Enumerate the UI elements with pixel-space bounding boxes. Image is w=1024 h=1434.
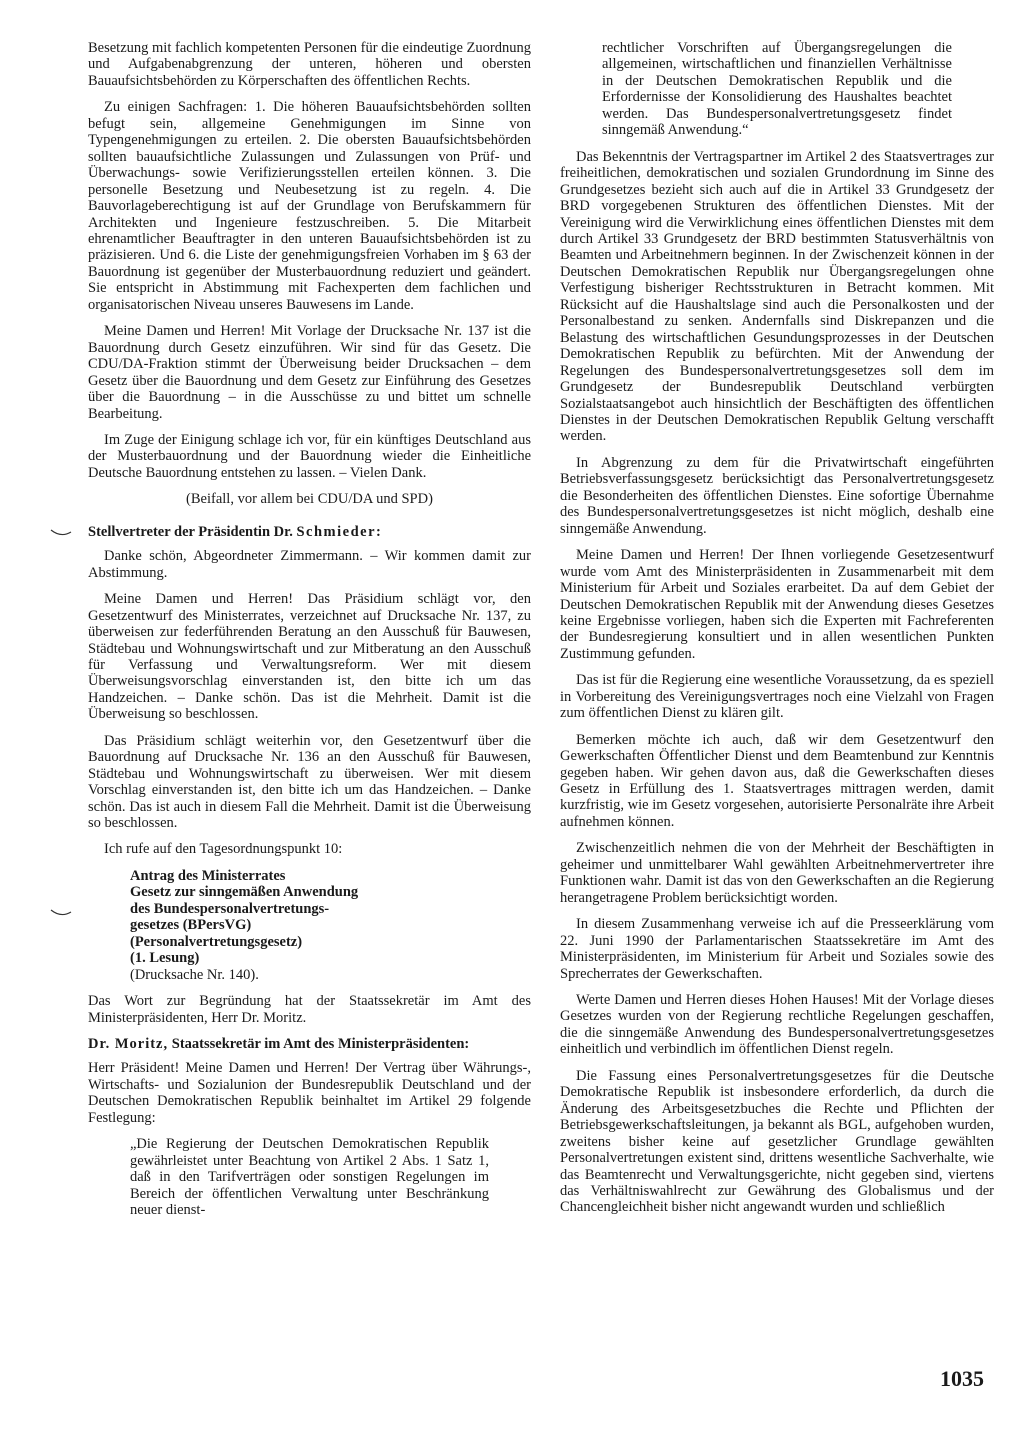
paragraph: Das ist für die Regierung eine wesentliche Voraussetzung, da es speziell in Vorbereitung des Vereinigungsvertrages noch eine Vielzahl von Fragen zum öffentlichen Dienst zu klären gilt.: [560, 672, 994, 722]
paragraph: Im Zuge der Einigung schlage ich vor, für ein künftiges Deutschland aus der Musterbauordnung und der Bauordnung wieder die Einheitliche Deutsche Bauordnung entstehen zu lassen. – Vielen Dank.: [88, 431, 531, 481]
speaker-title: Stellvertreter der Präsidentin Dr.: [88, 523, 297, 540]
paragraph: Werte Damen und Herren dieses Hohen Hauses! Mit der Vorlage dieses Gesetzes wurden von der Regierung rechtliche Regelungen geschaffen, die die sinngemäße Anwendung des Bundespersonalvertretungsgesetzes einheitlich und verbindlich im öffentlichen Dienst regeln.: [560, 992, 994, 1058]
agenda-line: Gesetz zur sinngemäßen Anwendung: [130, 884, 359, 901]
speaker-heading: [88, 524, 531, 540]
margin-mark: [50, 528, 72, 538]
paragraph: Meine Damen und Herren! Das Präsidium schlägt vor, den Gesetzentwurf des Ministerrates, verzeichnet auf Drucksache Nr. 137, zu überweisen zur federführenden Beratung an den Ausschuß für Bauwesen, Städtebau und Wohnungswirtschaft und zur Mitberatung an den Ausschuß für Verfassung und Verwaltungsreform. Wer mit diesem Überweisungsvorschlag einverstanden ist, den bitte ich um das Handzeichen. – Danke schön. Das ist die Mehrheit. Damit ist die Überweisung so beschlossen.: [88, 591, 531, 723]
applause-note: (Beifall, vor allem bei CDU/DA und SPD): [186, 491, 433, 508]
paragraph: Zwischenzeitlich nehmen die von der Mehrheit der Beschäftigten in geheimer und unmittelbarer Wahl gewählten Arbeitnehmervertreter ihre Funktionen wahr. Damit ist das von den Gewerkschaften an die Regierung herangetragene Problem berücksichtigt worden.: [560, 840, 994, 906]
page-number: 1035: [940, 1366, 984, 1391]
speaker-name: Dr. Moritz,: [88, 1036, 169, 1053]
paragraph: Ich rufe auf den Tagesordnungspunkt 10:: [104, 841, 343, 858]
paragraph: Besetzung mit fachlich kompetenten Personen für die eindeutige Zuordnung und Aufgabenabgrenzung der unteren, höheren und obersten Bauaufsichtsbehörden zu Körperschaften des öffentlichen Rechts.: [88, 40, 531, 89]
paragraph: Meine Damen und Herren! Der Ihnen vorliegende Gesetzesentwurf wurde vom Amt des Ministerpräsidenten in Zusammenarbeit mit dem Ministerium für Arbeit und Soziales erarbeitet. Da auf dem Gebiet der Deutschen Demokratischen Republik mit der Anwendung dieses Gesetzes keine Ergebnisse vorliegen, haben sich die Experten mit Fachreferenten der Bundesregierung konsultiert und in allen wesentlichen Punkten Zustimmung gefunden.: [560, 547, 994, 662]
left-column: [88, 40, 531, 1229]
agenda-line: des Bundespersonalvertretungs-: [130, 900, 330, 917]
paragraph: Das Wort zur Begründung hat der Staatssekretär im Amt des Ministerpräsidenten, Herr Dr. Moritz.: [88, 993, 531, 1026]
paragraph: Das Präsidium schlägt weiterhin vor, den Gesetzentwurf über die Bauordnung auf Drucksache Nr. 136 an den Ausschuß für Bauwesen, Städtebau und Wohnungswirtschaft zu überweisen. Wer mit diesem Vorschlag einverstanden ist, den bitte ich um das Handzeichen. – Danke schön. Das ist auch in diesem Fall die Mehrheit. Damit ist die Überweisung so beschlossen.: [88, 732, 531, 832]
paragraph: In diesem Zusammenhang verweise ich auf die Presseerklärung vom 22. Juni 1990 der Parlamentarischen Staatssekretäre im Amt des Ministerpräsidenten, im Ministerium für Arbeit und Soziales sowie des Sprecherrates der Gewerkschaften.: [560, 916, 994, 982]
agenda-line: Antrag des Ministerrates: [130, 867, 286, 884]
agenda-item: [88, 868, 531, 983]
margin-mark: [50, 908, 72, 918]
quote-block-continued: rechtlicher Vorschriften auf Übergangsregelungen die allgemeinen, wirtschaftlichen und finanziellen Verhältnisse in der Deutschen Demokratischen Republik und die Erfordernisse der Konsolidierung des Haushaltes beachtet werden. Das Bundespersonalvertretungsgesetz findet sinngemäß Anwendung.“: [602, 40, 952, 139]
paragraph: Danke schön, Abgeordneter Zimmermann. – Wir kommen damit zur Abstimmung.: [88, 548, 531, 581]
agenda-line: gesetzes (BPersVG): [130, 917, 252, 934]
speaker-name: Schmieder:: [296, 523, 383, 540]
paragraph: Zu einigen Sachfragen: 1. Die höheren Bauaufsichtsbehörden sollten befugt sein, allgemeine Genehmigungen im Sinne von Typengenehmigungen zu erteilen. 2. Die obersten Bauaufsichtsbehörden sollten bauaufsichtliche Zulassungen und Zulassungen von Prüf- und Überwachungs- sowie Verifizierungsstellen erteilen können. 3. Die personelle Besetzung und Neubesetzung ist zu regeln. 4. Die Bauvorlageberechtigung ist auf der Grundlage von Berufskammern für Architekten und Ingenieure festzuschreiben. 5. Die Mitarbeit ehrenamtlicher Beauftragter in den unteren Bauaufsichtsbehörden ist zu präzisieren. Und 6. die Liste der genehmigungsfreien Vorhaben im § 63 der Bauordnung ist gegenüber der Musterbauordnung reduziert und geändert. Sie entspricht in Abstimmung mit Fachexperten dem fachlichen und organisatorischen Niveau unseres Bauwesens im Lande.: [88, 99, 531, 313]
paragraph: Bemerken möchte ich auch, daß wir dem Gesetzentwurf den Gewerkschaften Öffentlicher Dienst und dem Beamtenbund zur Kenntnis gegeben haben. Wir gehen davon aus, daß die Gewerkschaften dieses Gesetz in Erfüllung des 1. Staatsvertrages mittragen werden, damit kurzfristig, wie im Gesetz vorgesehen, autorisierte Personalräte ihre Arbeit aufnehmen können.: [560, 731, 994, 830]
right-column: [560, 40, 994, 1226]
agenda-line: (1. Lesung): [130, 950, 200, 967]
paragraph: Herr Präsident! Meine Damen und Herren! Der Vertrag über Währungs-, Wirtschafts- und Sozialunion der Bundesrepublik Deutschland und der Deutschen Demokratischen Republik beinhaltet im Artikel 29 folgende Festlegung:: [88, 1060, 531, 1126]
speaker-title: Staatssekretär im Amt des Ministerpräsidenten:: [168, 1036, 470, 1053]
agenda-line: (Personalvertretungsgesetz): [130, 933, 303, 950]
paragraph: Das Bekenntnis der Vertragspartner im Artikel 2 des Staatsvertrages zur freiheitlichen, demokratischen und sozialen Grundordnung im Sinne des Grundgesetzes bezieht sich auch auf die in Artikel 33 Grundgesetz der BRD vorgegebenen Strukturen des öffentlichen Dienstes. Mit der Vereinigung wird die Verwirklichung eines öffentlichen Dienstes mit dem durch Artikel 33 Grundgesetz der BRD bestimmten Statusverhältnis von Beamten und Arbeitnehmern beginnen. In der Zwischenzeit können in der Deutschen Demokratischen Republik nur Übergangsregelungen ohne Verfestigung bisheriger Rechtsstrukturen in Betracht kommen. Mit Rücksicht auf die Haushaltslage sind auch die Personalkosten und der Personalbestand zu senken. Andernfalls sind Diskrepanzen und die Belastung des wirtschaftlichen Gesundungsprozesses in der Deutschen Demokratischen Republik zu befürchten. Mit der Anwendung der Regelungen des Bundespersonalvertretungsgesetzes soll dem im Grundgesetz der Bundesrepublik Deutschland verbürgten Sozialstaatsangebot auch hinsichtlich der Beschäftigten des öffentlichen Dienstes in der Deutschen Demokratischen Republik Geltung verschafft werden.: [560, 148, 994, 445]
quote-block: „Die Regierung der Deutschen Demokratischen Republik gewährleistet unter Beachtung von Artikel 2 Abs. 1 Satz 1, daß in den Tarifverträgen oder sonstigen Regelungen im Bereich der öffentlichen Verwaltung unter Beschränkung neuer dienst-: [130, 1136, 489, 1219]
agenda-line: (Drucksache Nr. 140).: [130, 966, 259, 983]
paragraph: In Abgrenzung zu dem für die Privatwirtschaft eingeführten Betriebsverfassungsgesetz berücksichtigt das Personalvertretungsgesetz die Besonderheiten des öffentlichen Dienstes. Eine sofortige Übernahme des Bundespersonalvertretungsgesetzes ist nicht möglich, deshalb eine sinngemäße Anwendung.: [560, 454, 994, 537]
paragraph: Meine Damen und Herren! Mit Vorlage der Drucksache Nr. 137 ist die Bauordnung durch Gesetz einzuführen. Wir sind für das Gesetz. Die CDU/DA-Fraktion stimmt der Überweisung beider Drucksachen – dem Gesetz über die Bauordnung und dem Gesetz zur Einführung des Gesetzes über die Bauordnung – in die Ausschüsse zu und bittet um schnelle Bearbeitung.: [88, 323, 531, 422]
speaker-heading: [88, 1036, 531, 1052]
paragraph: Die Fassung eines Personalvertretungsgesetzes für die Deutsche Demokratische Republik ist insbesondere erforderlich, da durch die Änderung des Arbeitsgesetzbuches die Rechte und Pflichten der Betriebsgewerkschaftsleitungen, ja bekannt als BGL, aufgehoben wurden, zweitens bisher keine auf gesetzlicher Grundlage gewählten Personalvertretungen existent sind, drittens wesentliche Sachverhalte, wie das Beamtenrecht und Verwaltungsgerichte, nicht gegeben sind, viertens das Verhältniswahlrecht zur Gewährung des Globalismus und der Chancengleichheit bisher nicht angewandt wurden und schließlich: [560, 1067, 994, 1216]
